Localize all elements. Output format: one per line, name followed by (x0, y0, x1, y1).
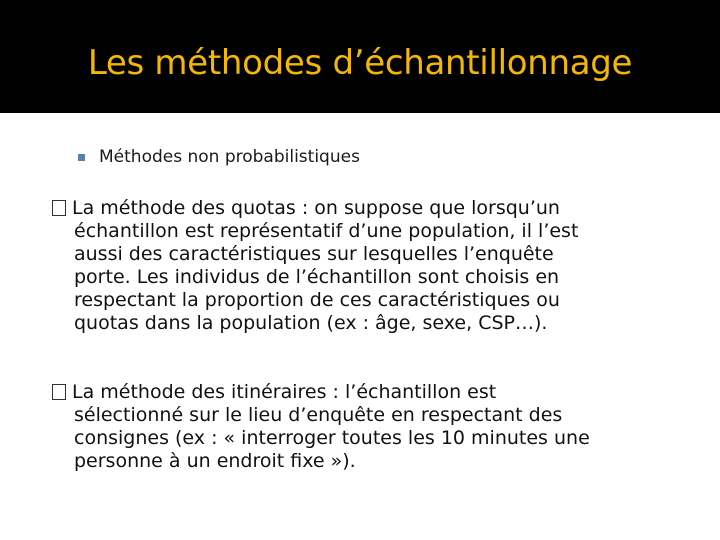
paragraph-line: respectant la proportion de ces caractéristiques ou (74, 289, 560, 311)
itinerary-method-paragraph (52, 381, 692, 473)
checkbox-glyph-icon (52, 384, 66, 400)
paragraph-line: quotas dans la population (ex : âge, sexe, CSP…). (74, 312, 548, 334)
paragraph-line: échantillon est représentatif d’une population, il l’est (74, 220, 579, 242)
square-bullet-icon (78, 154, 85, 161)
sub-bullet-label: Méthodes non probabilistiques (99, 147, 360, 167)
paragraph-line: sélectionné sur le lieu d’enquête en respectant des (74, 404, 563, 426)
quota-method-paragraph (52, 197, 692, 335)
paragraph-line: La méthode des quotas : on suppose que lorsqu’un (72, 197, 560, 219)
paragraph-line: La méthode des itinéraires : l’échantillon est (72, 381, 497, 403)
slide-title: Les méthodes d’échantillonnage (87, 43, 633, 83)
paragraph-line: personne à un endroit fixe »). (74, 450, 356, 472)
checkbox-glyph-icon (52, 200, 66, 216)
sub-bullet-item (78, 146, 360, 168)
paragraph-line: consignes (ex : « interroger toutes les 10 minutes une (74, 427, 590, 449)
paragraph-line: porte. Les individus de l’échantillon sont choisis en (74, 266, 560, 288)
paragraph-line: aussi des caractéristiques sur lesquelles l’enquête (74, 243, 554, 265)
